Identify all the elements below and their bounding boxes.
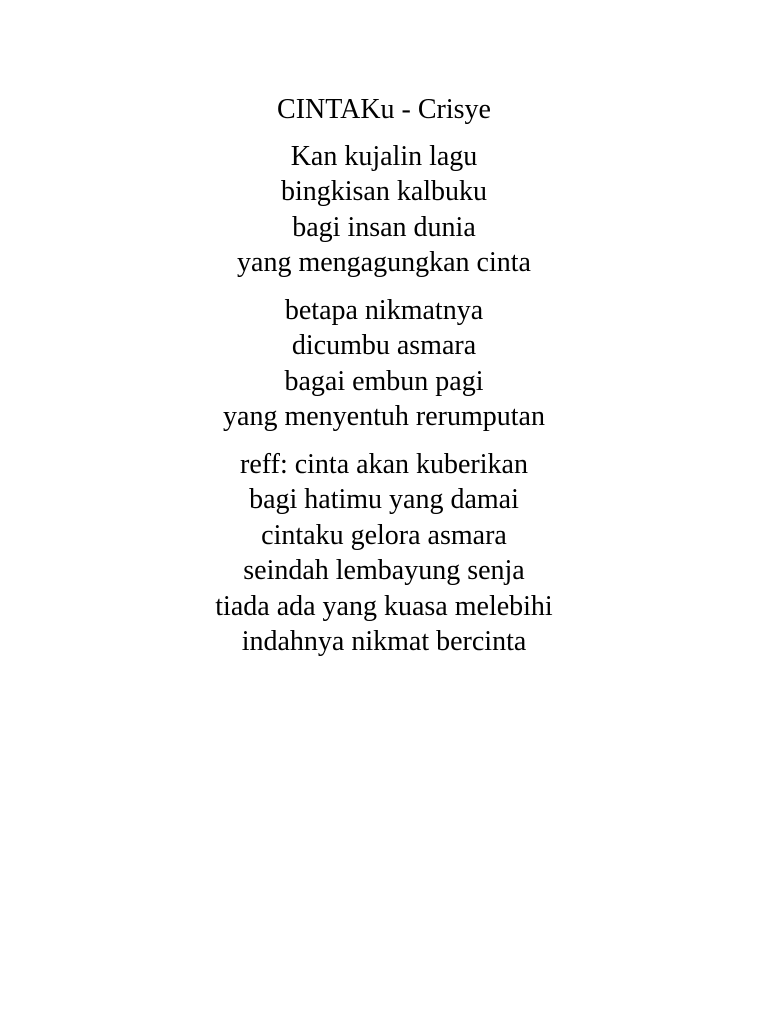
- lyric-line: tiada ada yang kuasa melebihi: [215, 590, 553, 622]
- lyric-line: Kan kujalin lagu: [290, 140, 478, 172]
- lyric-line: betapa nikmatnya: [284, 294, 484, 326]
- lyrics-body: [0, 92, 768, 672]
- lyric-line: reff: cinta akan kuberikan: [240, 448, 528, 480]
- lyric-line: yang menyentuh rerumputan: [223, 401, 545, 432]
- lyric-line: indahnya nikmat bercinta: [241, 626, 527, 657]
- lyric-line: yang mengagungkan cinta: [237, 247, 531, 278]
- lyric-line: cintaku gelora asmara: [261, 519, 507, 551]
- song-title: CINTAKu - Crisye: [277, 94, 491, 125]
- stanza-1: [0, 139, 768, 281]
- lyric-line: dicumbu asmara: [291, 330, 477, 361]
- lyric-line: bingkisan kalbuku: [280, 176, 488, 207]
- lyric-line: bagi insan dunia: [292, 211, 476, 243]
- lyric-line: seindah lembayung senja: [243, 555, 525, 586]
- stanza-refrain: [0, 447, 768, 660]
- stanza-2: [0, 293, 768, 435]
- lyric-line: bagai embun pagi: [284, 365, 484, 397]
- lyric-line: bagi hatimu yang damai: [249, 484, 519, 515]
